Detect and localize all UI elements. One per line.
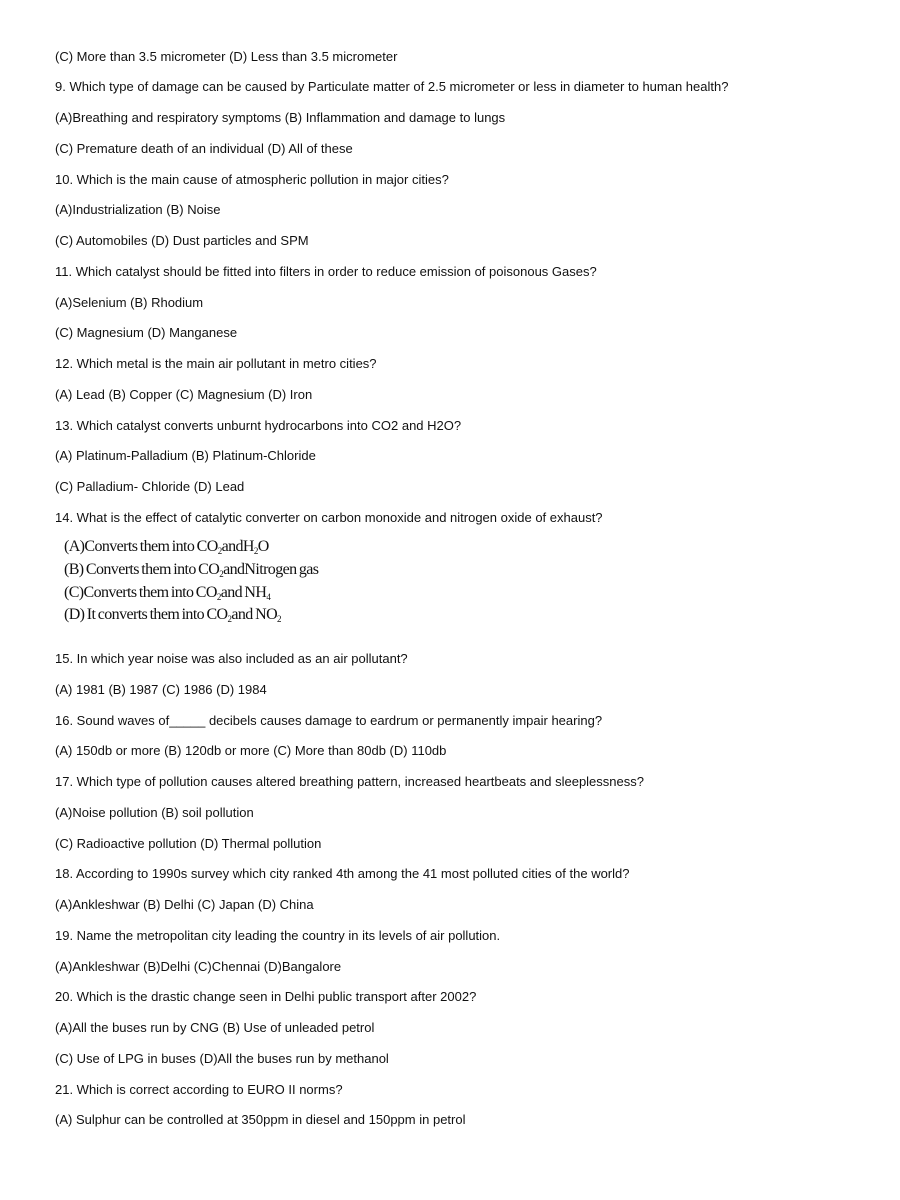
q12-options: (A) Lead (B) Copper (C) Magnesium (D) Iron xyxy=(55,387,313,402)
q14-option-b: (B) Converts them into $CO_2andNitrogen$ gas xyxy=(64,561,319,579)
q20-options-ab: (A)All the buses run by CNG (B) Use of unleaded petrol xyxy=(55,1020,375,1035)
q18-options: (A)Ankleshwar (B) Delhi (C) Japan (D) China xyxy=(55,897,314,912)
q14-option-d: (D) It converts them into $CO_2and$ $NO_2$ xyxy=(64,606,281,624)
q11-options-ab: (A)Selenium (B) Rhodium xyxy=(55,295,204,310)
q13-options-ab: (A) Platinum-Palladium (B) Platinum-Chloride xyxy=(55,448,316,463)
q18-question: 18. According to 1990s survey which city ranked 4th among the 41 most polluted cities of the world? xyxy=(55,866,630,881)
q15-question: 15. In which year noise was also included as an air pollutant? xyxy=(55,651,408,666)
q21-option-a: (A) Sulphur can be controlled at 350ppm in diesel and 150ppm in petrol xyxy=(55,1112,466,1127)
q19-question: 19. Name the metropolitan city leading the country in its levels of air pollution. xyxy=(55,928,501,943)
q9-options-cd: (C) Premature death of an individual (D) All of these xyxy=(55,141,353,156)
q16-options: (A) 150db or more (B) 120db or more (C) More than 80db (D) 110db xyxy=(55,743,447,758)
q10-question: 10. Which is the main cause of atmospheric pollution in major cities? xyxy=(55,172,449,187)
q14-option-c: (C)Converts them into $CO_2and$ $NH_4$ xyxy=(64,584,271,602)
q20-question: 20. Which is the drastic change seen in Delhi public transport after 2002? xyxy=(55,989,477,1004)
q10-options-cd: (C) Automobiles (D) Dust particles and SPM xyxy=(55,233,309,248)
q8-options-cd: (C) More than 3.5 micrometer (D) Less than 3.5 micrometer xyxy=(55,49,398,64)
q13-question: 13. Which catalyst converts unburnt hydrocarbons into CO2 and H2O? xyxy=(55,418,462,433)
q11-options-cd: (C) Magnesium (D) Manganese xyxy=(55,325,238,340)
q15-options: (A) 1981 (B) 1987 (C) 1986 (D) 1984 xyxy=(55,682,267,697)
q11-question: 11. Which catalyst should be fitted into filters in order to reduce emission of poisonous Gases? xyxy=(55,264,597,279)
q14-option-a: (A)Converts them into $CO_2andH_2O$ xyxy=(64,538,269,556)
q17-options-ab: (A)Noise pollution (B) soil pollution xyxy=(55,805,254,820)
q10-options-ab: (A)Industrialization (B) Noise xyxy=(55,202,221,217)
q20-options-cd: (C) Use of LPG in buses (D)All the buses run by methanol xyxy=(55,1051,389,1066)
q9-options-ab: (A)Breathing and respiratory symptoms (B) Inflammation and damage to lungs xyxy=(55,110,506,125)
q19-options: (A)Ankleshwar (B)Delhi (C)Chennai (D)Bangalore xyxy=(55,959,342,974)
q14-question: 14. What is the effect of catalytic converter on carbon monoxide and nitrogen oxide of exhaust? xyxy=(55,510,603,525)
q17-options-cd: (C) Radioactive pollution (D) Thermal pollution xyxy=(55,836,322,851)
q21-question: 21. Which is correct according to EURO II norms? xyxy=(55,1082,343,1097)
q13-options-cd: (C) Palladium- Chloride (D) Lead xyxy=(55,479,245,494)
q17-question: 17. Which type of pollution causes altered breathing pattern, increased heartbeats and sleeplessness? xyxy=(55,774,644,789)
q16-question: 16. Sound waves of_____ decibels causes damage to eardrum or permanently impair hearing? xyxy=(55,713,603,728)
q12-question: 12. Which metal is the main air pollutant in metro cities? xyxy=(55,356,377,371)
q9-question: 9. Which type of damage can be caused by Particulate matter of 2.5 micrometer or less in diameter to human health? xyxy=(55,79,729,94)
